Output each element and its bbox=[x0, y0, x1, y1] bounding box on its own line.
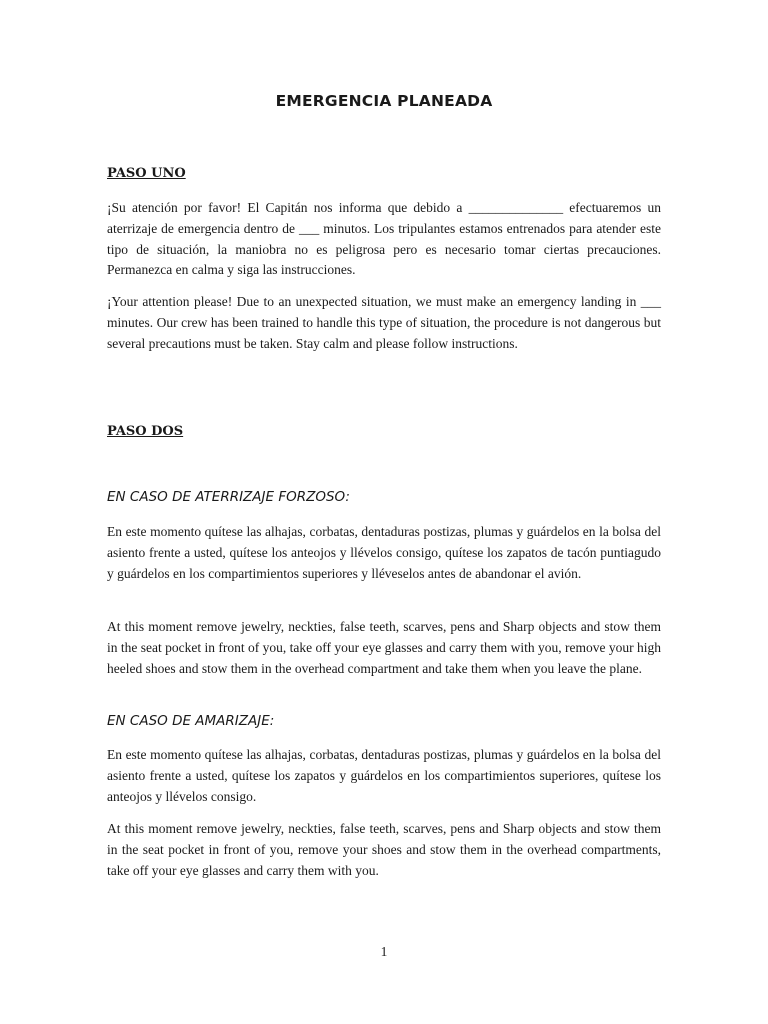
forced-landing-spanish-paragraph: En este momento quítese las alhajas, corbatas, dentaduras postizas, plumas y guárdelos en la bolsa del asiento frente a usted, quítese los anteojos y llévelos consigo, quítese los zapatos de tacón puntiagudo y guárdelos en los compartimientos superiores y lléveselos antes de abandonar el avión. bbox=[107, 524, 661, 581]
document-title: EMERGENCIA PLANEADA bbox=[275, 92, 493, 110]
step-two-heading: PASO DOS bbox=[107, 424, 184, 439]
forced-landing-english-paragraph: At this moment remove jewelry, neckties, false teeth, scarves, pens and Sharp objects and stow them in the seat pocket in front of you, take off your eye glasses and carry them with you, remove your high heeled shoes and stow them in the overhead compartment and take them when you leave the plane. bbox=[107, 619, 661, 676]
step-one-english-paragraph: ¡Your attention please! Due to an unexpected situation, we must make an emergency landing in ___ minutes. Our crew has been trained to handle this type of situation, the procedure is not dangerous but several precautions must be taken. Stay calm and please follow instructions. bbox=[107, 294, 661, 351]
step-one-spanish-paragraph: ¡Su atención por favor! El Capitán nos informa que debido a ______________ efectuaremos un aterrizaje de emergencia dentro de ___ minutos. Los tripulantes estamos entrenados para atender este tipo de situación, la maniobra no es peligrosa pero es necesario tomar ciertas precauciones. Permanezca en calma y siga las instrucciones. bbox=[107, 200, 661, 278]
ditching-subheading: EN CASO DE AMARIZAJE: bbox=[107, 713, 275, 729]
page-number: 1 bbox=[380, 944, 388, 959]
ditching-spanish-paragraph: En este momento quítese las alhajas, corbatas, dentaduras postizas, plumas y guárdelos en la bolsa del asiento frente a usted, quítese los zapatos y guárdelos en los compartimientos superiores, quítese los anteojos y llévelos consigo. bbox=[107, 747, 661, 804]
step-one-heading: PASO UNO bbox=[107, 166, 186, 181]
forced-landing-subheading: EN CASO DE ATERRIZAJE FORZOSO: bbox=[107, 489, 350, 505]
ditching-english-paragraph: At this moment remove jewelry, neckties, false teeth, scarves, pens and Sharp objects and stow them in the seat pocket in front of you, remove your shoes and stow them in the overhead compartments, take off your eye glasses and carry them with you. bbox=[107, 821, 661, 878]
